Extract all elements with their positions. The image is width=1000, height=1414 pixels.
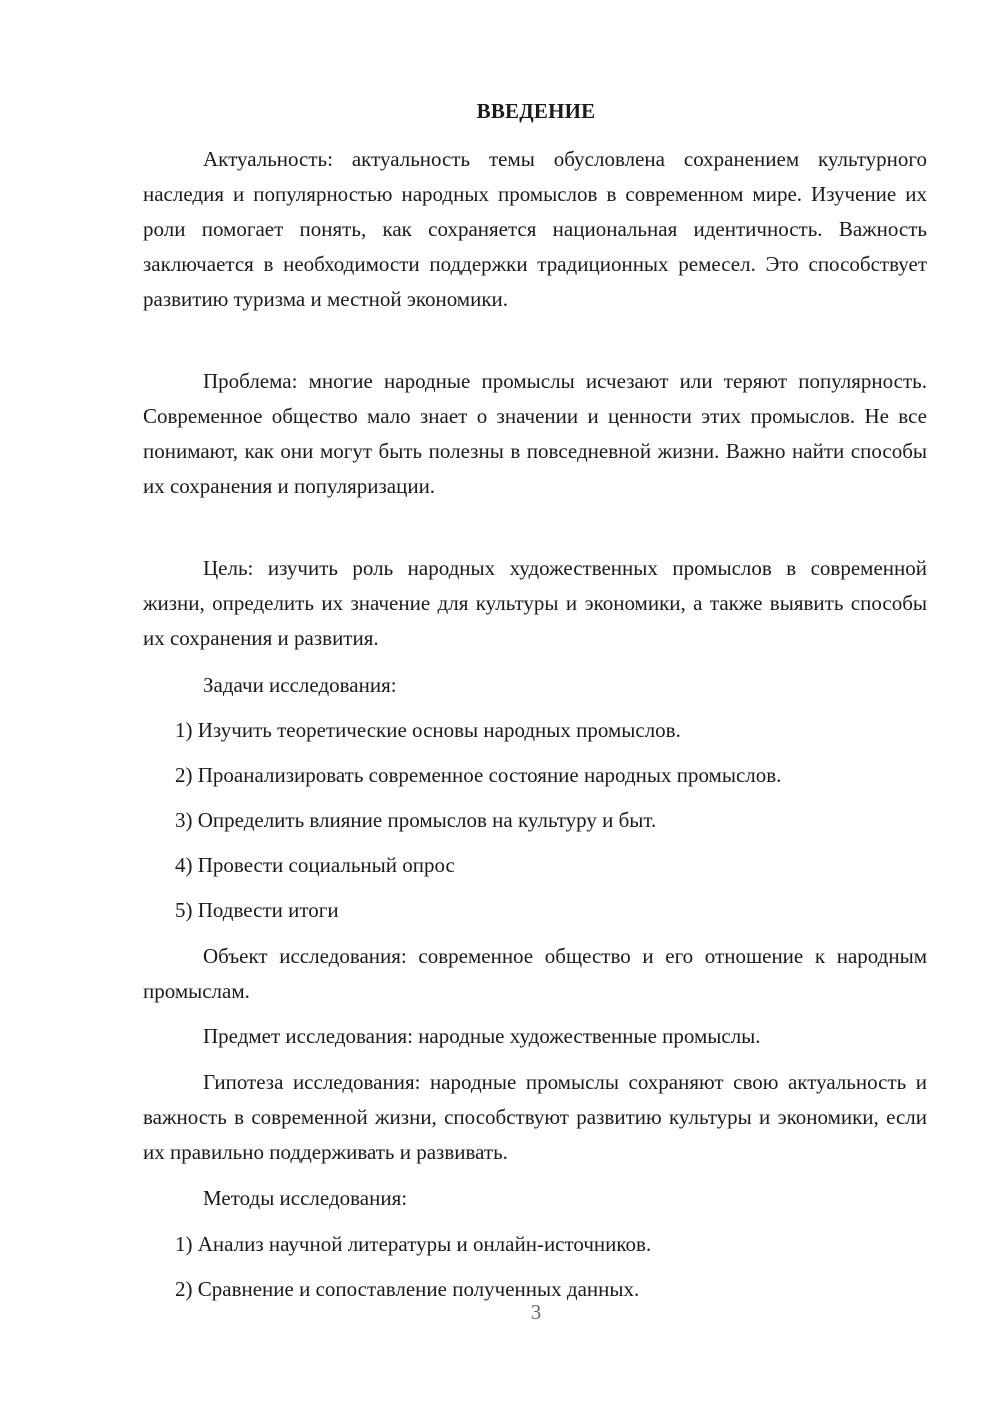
task-item-5: 5) Подвести итоги bbox=[175, 898, 339, 922]
task-item-3: 3) Определить влияние промыслов на культуру и быт. bbox=[175, 808, 657, 832]
task-item-2: 2) Проанализировать современное состояние народных промыслов. bbox=[175, 763, 782, 787]
methods-heading: Методы исследования: bbox=[203, 1186, 408, 1210]
paragraph-goal: Цель: изучить роль народных художественных промыслов в современной жизни, определить их значение для культуры и экономики, а также выявить способы их сохранения и развития. bbox=[143, 556, 927, 650]
paragraph-hypothesis: Гипотеза исследования: народные промыслы сохраняют свою актуальность и важность в современной жизни, способствуют развитию культуры и экономики, если их правильно поддерживать и развивать. bbox=[143, 1070, 927, 1164]
paragraph-problem: Проблема: многие народные промыслы исчезают или теряют популярность. Современное общество мало знает о значении и ценности этих промыслов. Не все понимают, как они могут быть полезны в повседневной жизни. Важно найти способы их сохранения и популяризации. bbox=[143, 369, 927, 498]
page-title: ВВЕДЕНИЕ bbox=[476, 99, 596, 123]
task-item-1: 1) Изучить теоретические основы народных промыслов. bbox=[175, 718, 681, 742]
method-item-2: 2) Сравнение и сопоставление полученных данных. bbox=[175, 1277, 640, 1301]
paragraph-object: Объект исследования: современное общество и его отношение к народным промыслам. bbox=[143, 944, 927, 1003]
tasks-heading: Задачи исследования: bbox=[203, 673, 397, 697]
method-item-1: 1) Анализ научной литературы и онлайн-источников. bbox=[175, 1232, 652, 1256]
paragraph-relevance: Актуальность: актуальность темы обусловлена сохранением культурного наследия и популярностью народных промыслов в современном мире. Изучение их роли помогает понять, как сохраняется национальная идентичность. Важность заключается в необходимости поддержки традиционных ремесел. Это способствует развитию туризма и местной экономики. bbox=[143, 147, 927, 311]
page-number: 3 bbox=[530, 1300, 542, 1324]
task-item-4: 4) Провести социальный опрос bbox=[175, 853, 455, 877]
paragraph-subject: Предмет исследования: народные художественные промыслы. bbox=[203, 1024, 761, 1048]
